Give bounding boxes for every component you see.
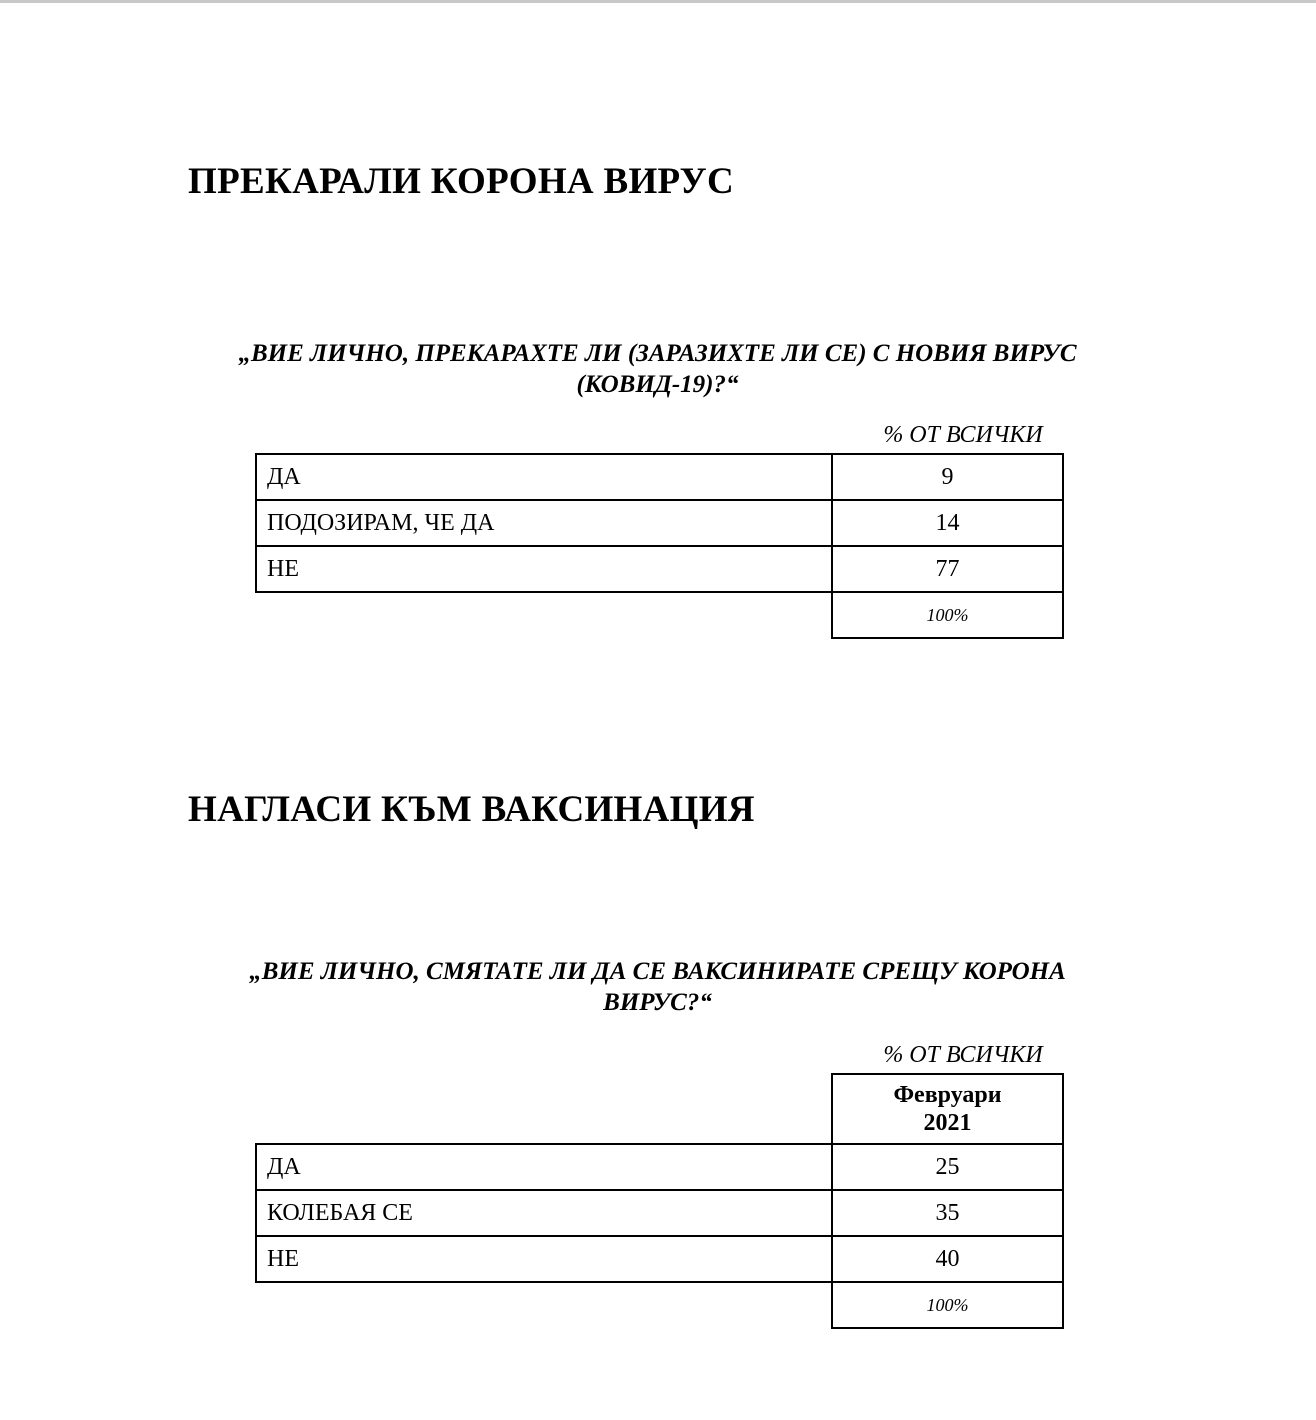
table-row	[256, 546, 1063, 592]
table-row	[256, 454, 1063, 500]
table-vaccination	[255, 1073, 1064, 1329]
row-label: ДА	[256, 454, 832, 500]
row-value: 14	[832, 500, 1063, 546]
row-label: КОЛЕБАЯ СЕ	[256, 1190, 832, 1236]
empty-cell	[256, 1074, 832, 1144]
total-value: 100%	[832, 592, 1063, 638]
question-infected	[200, 338, 1115, 400]
row-label: НЕ	[256, 1236, 832, 1282]
total-value: 100%	[832, 1282, 1063, 1328]
top-border	[0, 0, 1316, 3]
table-row	[256, 500, 1063, 546]
row-label: ПОДОЗИРАМ, ЧЕ ДА	[256, 500, 832, 546]
question-line-2: ВИРУС?“	[603, 989, 712, 1016]
question-line-1: „ВИЕ ЛИЧНО, СМЯТАТЕ ЛИ ДА СЕ ВАКСИНИРАТЕ СРЕЩУ КОРОНА	[249, 958, 1066, 985]
column-header-month: Февруари	[893, 1082, 1002, 1108]
percent-label: % ОТ ВСИЧКИ	[883, 1042, 1043, 1068]
table-row	[256, 1144, 1063, 1190]
row-value: 40	[832, 1236, 1063, 1282]
section-title-infected: ПРЕКАРАЛИ КОРОНА ВИРУС	[188, 161, 735, 202]
row-label: НЕ	[256, 546, 832, 592]
section-title-vaccination: НАГЛАСИ КЪМ ВАКСИНАЦИЯ	[188, 789, 755, 830]
row-value: 35	[832, 1190, 1063, 1236]
table-row-total	[256, 592, 1063, 638]
table-row	[256, 1190, 1063, 1236]
row-value: 77	[832, 546, 1063, 592]
column-header	[832, 1074, 1063, 1144]
row-label: ДА	[256, 1144, 832, 1190]
table-header-row	[256, 1074, 1063, 1144]
empty-cell	[256, 1282, 832, 1328]
empty-cell	[256, 592, 832, 638]
question-vaccination	[200, 956, 1115, 1018]
table-row-total	[256, 1282, 1063, 1328]
row-value: 25	[832, 1144, 1063, 1190]
question-line-1: „ВИЕ ЛИЧНО, ПРЕКАРАХТЕ ЛИ (ЗАРАЗИХТЕ ЛИ СЕ) С НОВИЯ ВИРУС	[238, 340, 1077, 367]
table-infected	[255, 453, 1064, 639]
percent-label: % ОТ ВСИЧКИ	[883, 422, 1043, 448]
column-header-year: 2021	[923, 1110, 972, 1136]
question-line-2: (КОВИД-19)?“	[576, 371, 739, 398]
table-row	[256, 1236, 1063, 1282]
row-value: 9	[832, 454, 1063, 500]
